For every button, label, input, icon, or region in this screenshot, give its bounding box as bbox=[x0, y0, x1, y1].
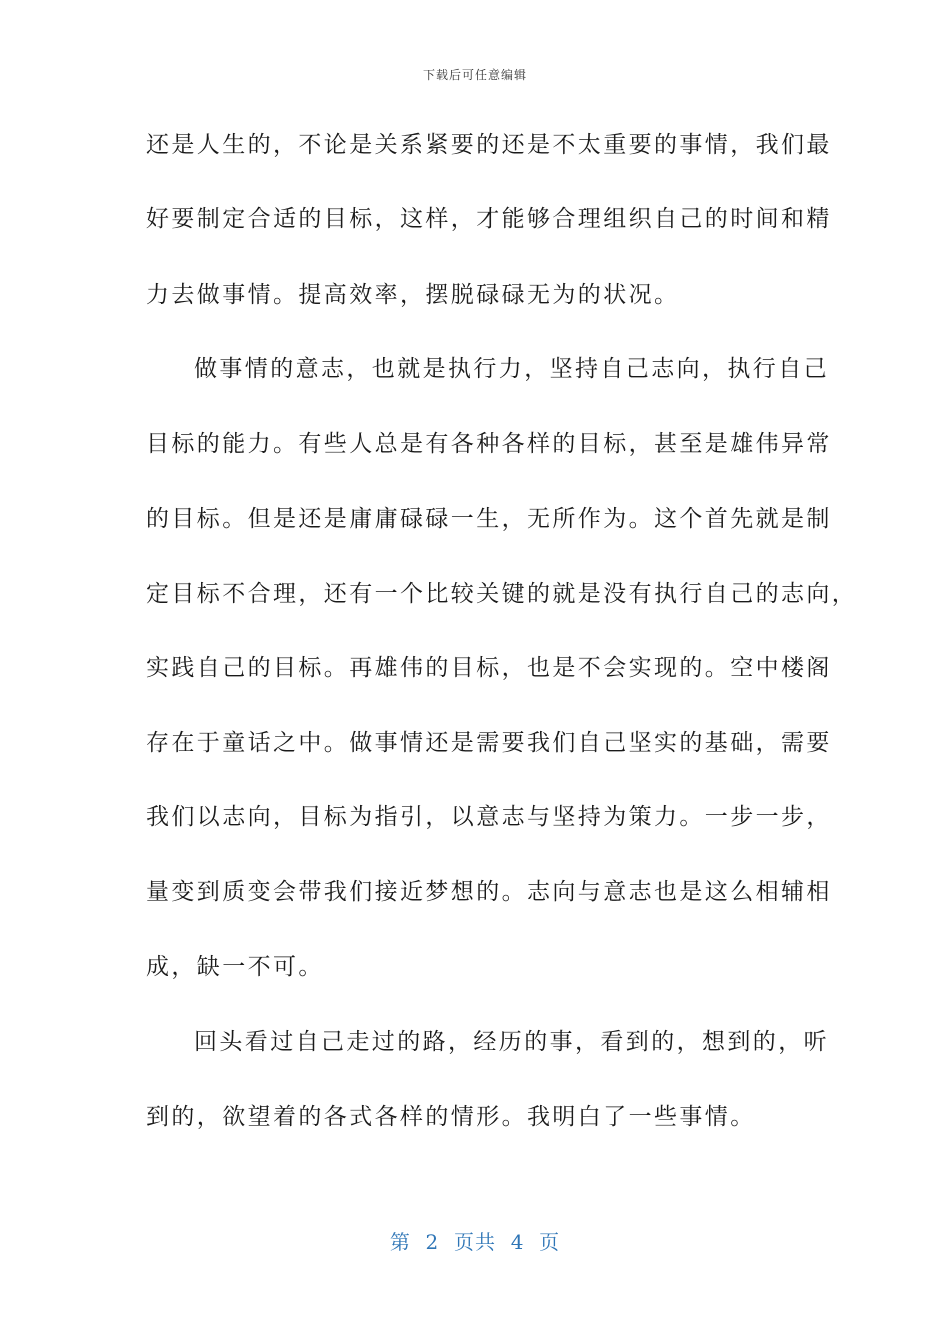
text-line: 我们以志向，目标为指引，以意志与坚持为策力。一步一步， bbox=[146, 804, 832, 830]
text-line: 存在于童话之中。做事情还是需要我们自己坚实的基础，需要 bbox=[146, 730, 832, 756]
text-line: 到的，欲望着的各式各样的情形。我明白了一些事情。 bbox=[146, 1104, 756, 1130]
text-line: 还是人生的，不论是关系紧要的还是不太重要的事情，我们最 bbox=[146, 132, 832, 158]
text-line: 实践自己的目标。再雄伟的目标，也是不会实现的。空中楼阁 bbox=[146, 655, 832, 681]
text-line: 回头看过自己走过的路，经历的事，看到的，想到的，听 bbox=[194, 1029, 829, 1055]
text-line: 目标的能力。有些人总是有各种各样的目标，甚至是雄伟异常 bbox=[146, 431, 832, 457]
header-note: 下载后可任意编辑 bbox=[422, 68, 527, 82]
text-line: 成，缺一不可。 bbox=[146, 954, 324, 980]
text-line: 的目标。但是还是庸庸碌碌一生，无所作为。这个首先就是制 bbox=[146, 506, 832, 532]
text-line: 量变到质变会带我们接近梦想的。志向与意志也是这么相辅相 bbox=[146, 879, 832, 905]
text-line: 好要制定合适的目标，这样，才能够合理组织自己的时间和精 bbox=[146, 206, 832, 232]
text-line: 力去做事情。提高效率，摆脱碌碌无为的状况。 bbox=[146, 282, 680, 308]
page-number-footer: 第 2 页共 4 页 bbox=[389, 1230, 561, 1254]
text-line: 做事情的意志，也就是执行力，坚持自己志向，执行自己 bbox=[194, 356, 829, 382]
text-line: 定目标不合理，还有一个比较关键的就是没有执行自己的志向， bbox=[146, 581, 858, 607]
